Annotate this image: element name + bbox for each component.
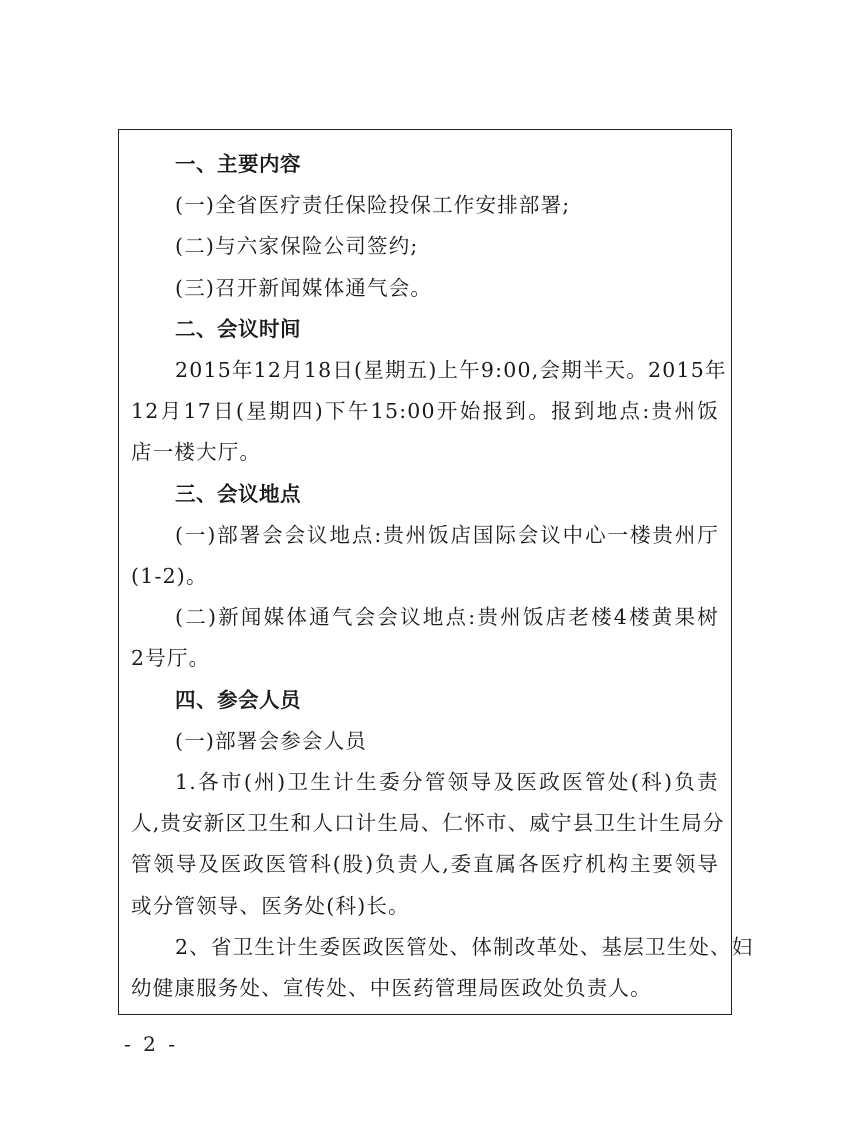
- section-heading-main-content: 一、主要内容: [175, 152, 301, 176]
- document-frame: [118, 129, 754, 1015]
- meeting-time-line-1: 2015年12月18日(星期五)上午9:00,会期半天。2015年: [175, 358, 727, 383]
- attendees-subheading: (一)部署会参会人员: [175, 728, 367, 753]
- venue-line-3: (二)新闻媒体通气会会议地点:贵州饭店老楼4楼黄果树: [175, 605, 719, 630]
- content-item-2: (二)与六家保险公司签约;: [175, 234, 419, 259]
- page-number: - 2 -: [124, 1032, 178, 1056]
- attendees-line-1: 1.各市(州)卫生计生委分管领导及医政医管处(科)负责: [175, 770, 719, 795]
- venue-line-2: (1-2)。: [131, 564, 208, 589]
- attendees-line-3: 管领导及医政医管科(股)负责人,委直属各医疗机构主要领导: [131, 852, 719, 877]
- attendees-line-4: 或分管领导、医务处(科)长。: [131, 893, 410, 918]
- content-item-1: (一)全省医疗责任保险投保工作安排部署;: [175, 193, 571, 218]
- attendees-line-5: 2、省卫生计生委医政医管处、体制改革处、基层卫生处、妇: [175, 934, 754, 959]
- section-heading-attendees: 四、参会人员: [175, 687, 301, 712]
- venue-line-1: (一)部署会会议地点:贵州饭店国际会议中心一楼贵州厅: [175, 522, 719, 547]
- meeting-time-line-2: 12月17日(星期四)下午15:00开始报到。报到地点:贵州饭: [131, 399, 719, 424]
- section-heading-meeting-venue: 三、会议地点: [175, 481, 301, 506]
- attendees-line-2: 人,贵安新区卫生和人口计生局、仁怀市、威宁县卫生计生局分: [131, 811, 725, 836]
- venue-line-4: 2号厅。: [131, 646, 211, 671]
- meeting-time-line-3: 店一楼大厅。: [131, 440, 262, 465]
- content-item-3: (三)召开新闻媒体通气会。: [175, 275, 433, 300]
- attendees-line-6: 幼健康服务处、宣传处、中医药管理局医政处负责人。: [131, 976, 652, 1001]
- section-heading-meeting-time: 二、会议时间: [175, 316, 301, 341]
